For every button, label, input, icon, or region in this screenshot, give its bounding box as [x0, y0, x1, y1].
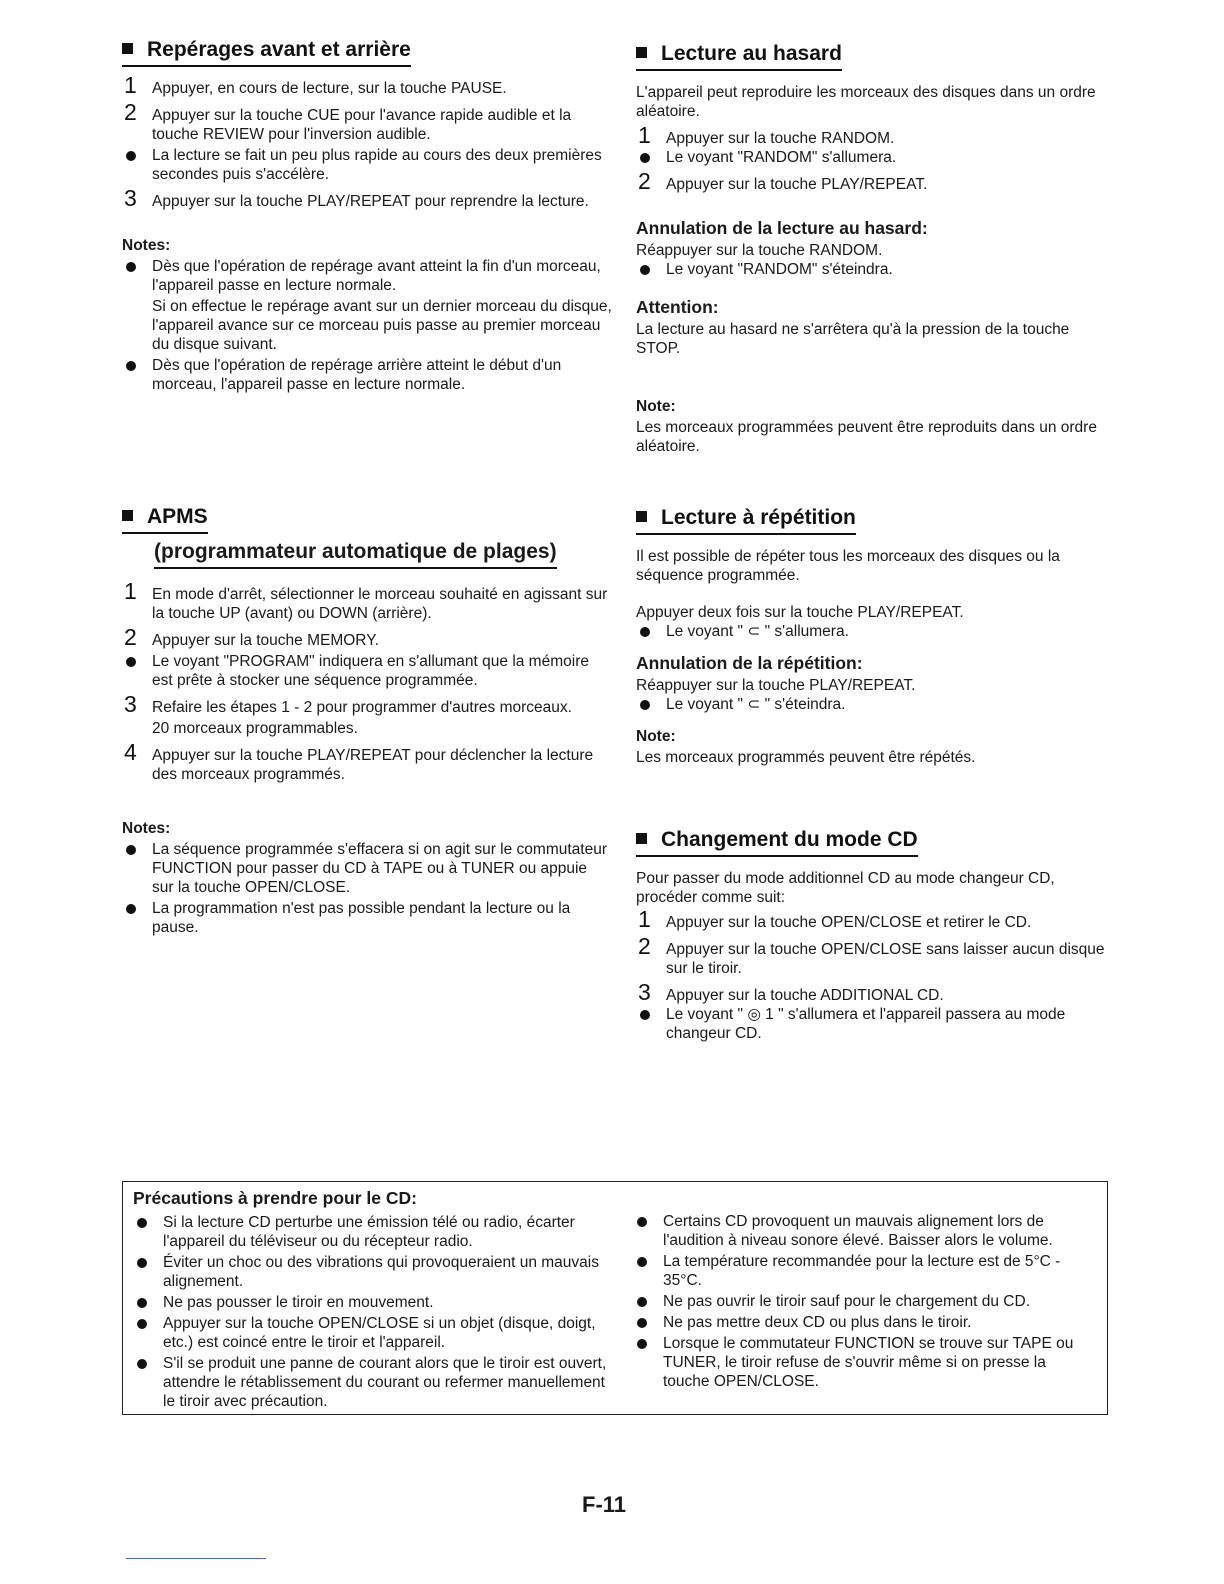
section-title [636, 506, 856, 535]
note-item [122, 257, 612, 295]
precaution-text: Si la lecture CD perturbe une émission télé ou radio, écarter l'appareil du téléviseur ou du récepteur radio. [163, 1214, 575, 1250]
step-text: Appuyer sur la touche ADDITIONAL CD. [666, 987, 944, 1004]
bullet-item [636, 260, 1114, 279]
bullet-dot-icon [126, 657, 136, 667]
bullet-dot-icon [137, 1319, 147, 1329]
precautions-left-column [133, 1188, 617, 1413]
bullet-dot-icon [640, 700, 650, 710]
cancel-title: Annulation de la répétition: [636, 653, 863, 673]
title-text: Repérages avant et arrière [147, 38, 411, 61]
step-text: En mode d'arrêt, sélectionner le morceau souhaité en agissant sur la touche UP (avant) ou DOWN (arrière). [152, 586, 608, 622]
bullet-dot-icon [126, 361, 136, 371]
step-number: 1 [638, 122, 651, 148]
precaution-text: Ne pas mettre deux CD ou plus dans le tiroir. [663, 1314, 972, 1331]
notes-label: Notes: [122, 237, 171, 254]
step-text: Appuyer sur la touche PLAY/REPEAT pour déclencher la lecture des morceaux programmés. [152, 747, 594, 783]
bullet-dot-icon [640, 265, 650, 275]
precaution-item [633, 1212, 1093, 1250]
attention-text: La lecture au hasard ne s'arrêtera qu'à la pression de la touche STOP. [636, 321, 1070, 357]
attention-title: Attention: [636, 297, 719, 317]
bullet-dot-icon [637, 1217, 647, 1227]
note-text: Les morceaux programmées peuvent être reproduits dans un ordre aléatoire. [636, 419, 1097, 455]
bullet-dot-icon [640, 1010, 650, 1020]
note-text: La séquence programmée s'effacera si on agit sur le commutateur FUNCTION pour passer du CD à TAPE ou à TUNER ou appuie sur la touche OPEN/CLOSE. [152, 841, 607, 896]
precaution-item [633, 1313, 1093, 1332]
bullet-dot-icon [126, 262, 136, 272]
precaution-text: Ne pas ouvrir le tiroir sauf pour le chargement du CD. [663, 1293, 1030, 1310]
bullet-dot-icon [640, 627, 650, 637]
section-changement-mode-cd [636, 828, 1114, 1045]
step [636, 122, 1114, 148]
bullet-item [636, 622, 1114, 641]
bullet-dot-icon [637, 1339, 647, 1349]
precautions-box [122, 1181, 1108, 1415]
section-title [636, 42, 842, 71]
precaution-text: Éviter un choc ou des vibrations qui provoqueraient un mauvais alignement. [163, 1254, 599, 1290]
square-bullet-icon [636, 511, 647, 522]
bullet-dot-icon [137, 1359, 147, 1369]
page-number: F-11 [582, 1492, 627, 1517]
bullet-item [636, 1005, 1114, 1043]
intro-text: L'appareil peut reproduire les morceaux des disques dans un ordre aléatoire. [636, 84, 1096, 120]
bullet-dot-icon [637, 1318, 647, 1328]
square-bullet-icon [122, 510, 133, 521]
section-reperages [122, 38, 612, 396]
square-bullet-icon [636, 47, 647, 58]
footer-line [126, 1558, 266, 1559]
section-lecture-hasard [636, 42, 1114, 462]
step-number: 3 [124, 691, 137, 717]
precaution-item [133, 1253, 617, 1291]
bullet-item [122, 652, 612, 690]
precaution-text: Appuyer sur la touche OPEN/CLOSE si un objet (disque, doigt, etc.) est coincé entre le tiroir et l'appareil. [163, 1315, 596, 1351]
step-number: 1 [124, 72, 137, 98]
section-lecture-repetition [636, 506, 1114, 773]
precaution-item [133, 1314, 617, 1352]
action-text: Appuyer deux fois sur la touche PLAY/REPEAT. [636, 604, 964, 621]
step-number: 2 [638, 168, 651, 194]
bullet-text: Le voyant "PROGRAM" indiquera en s'allumant que la mémoire est prête à stocker une séquence programmée. [152, 653, 589, 689]
step-text: Appuyer sur la touche OPEN/CLOSE et retirer le CD. [666, 914, 1032, 931]
step-number: 4 [124, 739, 137, 765]
precaution-text: Certains CD provoquent un mauvais alignement lors de l'audition à niveau sonore élevé. Baisser alors le volume. [663, 1213, 1053, 1249]
bullet-dot-icon [137, 1298, 147, 1308]
precaution-item [133, 1213, 617, 1251]
bullet-dot-icon [137, 1218, 147, 1228]
note-item [122, 899, 612, 937]
step [122, 578, 612, 623]
step-number: 1 [124, 578, 137, 604]
step [122, 624, 612, 650]
note-continuation: Si on effectue le repérage avant sur un dernier morceau du disque, l'appareil avance sur ce morceau puis passe au premier morceau du disque suivant. [152, 298, 612, 353]
bullet-item [636, 148, 1114, 167]
bullet-item [122, 146, 612, 184]
bullet-text: Le voyant "RANDOM" s'allumera. [666, 149, 897, 166]
bullet-text: Le voyant " ◎ 1 " s'allumera et l'appareil passera au mode changeur CD. [666, 1006, 1066, 1042]
step-number: 1 [638, 906, 651, 932]
step [636, 168, 1114, 194]
note-text: Dès que l'opération de repérage avant atteint la fin d'un morceau, l'appareil passe en lecture normale. [152, 258, 601, 294]
bullet-dot-icon [637, 1257, 647, 1267]
section-title [636, 828, 918, 857]
step [122, 185, 612, 211]
precaution-item [633, 1292, 1093, 1311]
note-text: La programmation n'est pas possible pendant la lecture ou la pause. [152, 900, 571, 936]
intro-text: Il est possible de répéter tous les morceaux des disques ou la séquence programmée. [636, 548, 1060, 584]
step-text: Appuyer sur la touche PLAY/REPEAT. [666, 176, 928, 193]
step-number: 3 [638, 979, 651, 1005]
precaution-text: Ne pas pousser le tiroir en mouvement. [163, 1294, 434, 1311]
bullet-text: La lecture se fait un peu plus rapide au cours des deux premières secondes puis s'accélère. [152, 147, 602, 183]
step-text: Appuyer sur la touche RANDOM. [666, 130, 895, 147]
title-text: APMS [147, 505, 208, 528]
step-text: Appuyer sur la touche OPEN/CLOSE sans laisser aucun disque sur le tiroir. [666, 941, 1105, 977]
step-number: 2 [124, 624, 137, 650]
section-title [122, 505, 208, 534]
note-label: Note: [636, 398, 676, 415]
step [636, 906, 1114, 932]
precaution-text: Lorsque le commutateur FUNCTION se trouve sur TAPE ou TUNER, le tiroir refuse de s'ouvrir même si on presse la touche OPEN/CLOSE. [663, 1335, 1074, 1390]
bullet-text: Le voyant " ⊂ " s'allumera. [666, 623, 849, 640]
bullet-dot-icon [137, 1258, 147, 1268]
step-number: 2 [638, 933, 651, 959]
precaution-text: La température recommandée pour la lecture est de 5°C - 35°C. [663, 1253, 1061, 1289]
precaution-text: S'il se produit une panne de courant alors que le tiroir est ouvert, attendre le rétablissement du courant ou refermer manuellement le tiroir avec précaution. [163, 1355, 607, 1410]
step-text: Refaire les étapes 1 - 2 pour programmer d'autres morceaux. [152, 699, 572, 716]
precaution-item [633, 1334, 1093, 1391]
step-number: 3 [124, 185, 137, 211]
step [122, 739, 612, 784]
step [636, 933, 1114, 978]
step-text: Appuyer sur la touche CUE pour l'avance rapide audible et la touche REVIEW pour l'inversion audible. [152, 107, 572, 143]
precautions-title: Précautions à prendre pour le CD: [133, 1188, 417, 1208]
precaution-item [133, 1354, 617, 1411]
section-title [122, 38, 411, 67]
bullet-item [636, 695, 1114, 714]
bullet-dot-icon [126, 151, 136, 161]
step [636, 979, 1114, 1005]
note-item [122, 840, 612, 897]
title-text: Lecture au hasard [661, 42, 842, 65]
note-text: Dès que l'opération de repérage arrière atteint le début d'un morceau, l'appareil passe en lecture normale. [152, 357, 562, 393]
notes-label: Notes: [122, 820, 171, 837]
precaution-item [133, 1293, 617, 1312]
section-apms [122, 505, 612, 939]
intro-text: Pour passer du mode additionnel CD au mode changeur CD, procéder comme suit: [636, 870, 1055, 906]
bullet-dot-icon [637, 1297, 647, 1307]
bullet-dot-icon [126, 904, 136, 914]
title-text: Lecture à répétition [661, 506, 856, 529]
step-number: 2 [124, 99, 137, 125]
square-bullet-icon [122, 43, 133, 54]
step-text: Appuyer sur la touche MEMORY. [152, 632, 379, 649]
step [122, 99, 612, 144]
bullet-text: Le voyant " ⊂ " s'éteindra. [666, 696, 846, 713]
step-text: Appuyer, en cours de lecture, sur la touche PAUSE. [152, 80, 507, 97]
step-text: Appuyer sur la touche PLAY/REPEAT pour reprendre la lecture. [152, 193, 589, 210]
note-label: Note: [636, 728, 676, 745]
bullet-dot-icon [640, 153, 650, 163]
precaution-item [633, 1252, 1093, 1290]
title-text: Changement du mode CD [661, 828, 918, 851]
step [122, 691, 612, 717]
cancel-text: Réappuyer sur la touche PLAY/REPEAT. [636, 677, 916, 694]
step-extra: 20 morceaux programmables. [152, 720, 358, 737]
cancel-title: Annulation de la lecture au hasard: [636, 218, 928, 238]
square-bullet-icon [636, 833, 647, 844]
step [122, 72, 612, 98]
cancel-text: Réappuyer sur la touche RANDOM. [636, 242, 883, 259]
note-text: Les morceaux programmés peuvent être répétés. [636, 749, 976, 766]
precautions-right-column [633, 1212, 1093, 1393]
section-subtitle: (programmateur automatique de plages) [154, 540, 557, 569]
note-item [122, 356, 612, 394]
bullet-text: Le voyant "RANDOM" s'éteindra. [666, 261, 893, 278]
bullet-dot-icon [126, 845, 136, 855]
